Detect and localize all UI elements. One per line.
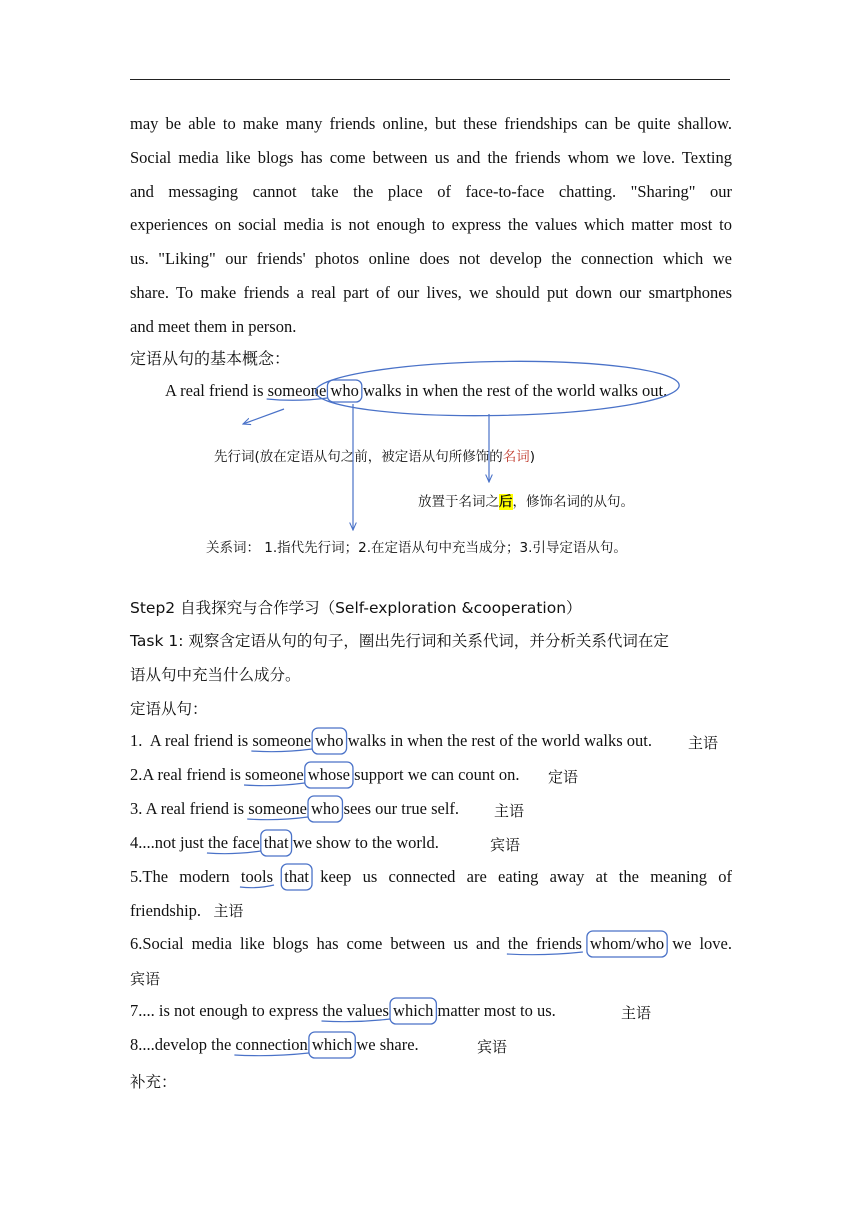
example-sentence bbox=[130, 934, 732, 954]
sentence-text: matter most to us. bbox=[433, 1001, 556, 1020]
grammar-role: 宾语 bbox=[490, 836, 521, 854]
clause-heading: 定语从句： bbox=[130, 700, 208, 718]
antecedent-word: someone bbox=[245, 765, 304, 784]
concept-example-sentence bbox=[165, 381, 667, 401]
note-text: 放置于名词之 bbox=[418, 494, 499, 510]
antecedent-word: someone bbox=[252, 731, 312, 750]
note-text: ，修饰名词的从句。 bbox=[512, 494, 634, 510]
note-highlight: 后 bbox=[499, 494, 513, 510]
sentence-text: 7.... is not enough to express bbox=[130, 1001, 323, 1020]
relative-word: who bbox=[330, 381, 359, 400]
sentence-gap bbox=[273, 867, 284, 886]
task1-line: Task 1: 观察含定语从句的句子，圈出先行词和关系代词，并分析关系代词在定 bbox=[130, 632, 669, 650]
grammar-role: 定语 bbox=[548, 768, 579, 786]
sentence-text: support we can count on. bbox=[349, 765, 520, 784]
relative-word-note: 关系词： 1.指代先行词；2.在定语从句中充当成分；3.引导定语从句。 bbox=[206, 540, 627, 556]
antecedent-word: connection bbox=[235, 1035, 308, 1054]
step2-title-text: Step2 自我探究与合作学习（Self-exploration &cooperation） bbox=[130, 599, 582, 617]
passage-line: and meet them in person. bbox=[130, 316, 297, 336]
sentence-gap bbox=[582, 934, 590, 953]
sentence-text: we love. bbox=[664, 934, 732, 953]
passage-line: experiences on social media is not enough to express the values which matter most to bbox=[130, 215, 732, 235]
example-sentence bbox=[130, 1001, 556, 1021]
relative-pronoun: which bbox=[311, 1035, 353, 1054]
note-red-word: 名词 bbox=[502, 449, 530, 465]
sentence-text: 4....not just bbox=[130, 833, 208, 852]
sentence-text: 2.A real friend is bbox=[130, 765, 246, 784]
example-sentence bbox=[130, 765, 520, 785]
passage-line: us. "Liking" our friends' photos online does not develop the connection which we bbox=[130, 249, 732, 269]
passage-paragraph bbox=[130, 107, 732, 344]
sentence-text: A real friend is bbox=[165, 381, 268, 400]
example-sentence-continuation bbox=[130, 968, 160, 989]
grammar-role: 主语 bbox=[621, 1004, 652, 1022]
position-note bbox=[418, 490, 634, 510]
sentence-text: 3. A real friend is bbox=[130, 799, 249, 818]
relative-pronoun: that bbox=[263, 833, 289, 852]
sentence-text: keep us connected are eating away at the meaning of bbox=[309, 867, 733, 886]
passage-line: share. To make friends a real part of our lives, we should put down our smartphones bbox=[130, 282, 732, 302]
passage-line: Social media like blogs has come between us and the friends whom we love. Texting bbox=[130, 147, 732, 167]
antecedent-word: the values bbox=[322, 1001, 389, 1020]
grammar-role: 宾语 bbox=[130, 970, 161, 988]
sentence-text: we show to the world. bbox=[288, 833, 439, 852]
concept-heading: 定语从句的基本概念： bbox=[130, 349, 291, 368]
example-sentence bbox=[130, 731, 652, 751]
relative-pronoun: which bbox=[393, 1001, 434, 1020]
example-sentence bbox=[130, 867, 732, 887]
sentence-text: we share. bbox=[352, 1035, 419, 1054]
grammar-role: 主语 bbox=[688, 734, 719, 752]
antecedent-word: the face bbox=[207, 833, 260, 852]
example-sentence bbox=[130, 799, 459, 819]
passage-line: and messaging cannot take the place of face-to-face chatting. "Sharing" our bbox=[130, 181, 732, 201]
passage-line: may be able to make many friends online, but these friendships can be quite shallow. bbox=[130, 114, 732, 133]
relative-pronoun: who bbox=[311, 799, 340, 818]
grammar-role: 宾语 bbox=[477, 1038, 508, 1056]
antecedent-word: tools bbox=[240, 867, 274, 886]
sentence-text: sees our true self. bbox=[339, 799, 460, 818]
supplement-heading: 补充： bbox=[130, 1073, 177, 1091]
header-rule bbox=[130, 79, 730, 80]
grammar-role: 主语 bbox=[213, 902, 244, 920]
example-sentence-continuation bbox=[130, 900, 243, 921]
antecedent-note bbox=[214, 445, 535, 465]
note-text: ) bbox=[529, 449, 536, 465]
task1-line: 语从句中充当什么成分。 bbox=[130, 666, 301, 684]
example-sentence bbox=[130, 833, 439, 853]
example-sentence bbox=[130, 1035, 419, 1055]
sentence-text: 6.Social media like blogs has come between us and bbox=[130, 934, 508, 953]
antecedent-arrow bbox=[243, 409, 284, 424]
sentence-text: 1. A real friend is bbox=[130, 731, 253, 750]
grammar-role: 主语 bbox=[494, 802, 525, 820]
relative-pronoun: whose bbox=[307, 765, 350, 784]
relative-pronoun: that bbox=[284, 867, 310, 886]
antecedent-word: someone bbox=[248, 799, 307, 818]
note-text: 先行词(放在定语从句之前，被定语从句所修饰的 bbox=[214, 449, 503, 465]
sentence-text: 5.The modern bbox=[130, 867, 241, 886]
sentence-text: walks in when the rest of the world walks out. bbox=[343, 731, 652, 750]
sentence-text: friendship. bbox=[130, 901, 202, 920]
sentence-text: walks in when the rest of the world walks out. bbox=[358, 381, 668, 400]
step2-title bbox=[130, 596, 582, 618]
sentence-text: 8....develop the bbox=[130, 1035, 236, 1054]
antecedent-word: someone bbox=[267, 381, 327, 400]
relative-pronoun: who bbox=[315, 731, 344, 750]
relative-pronoun: whom/who bbox=[589, 934, 665, 953]
antecedent-word: the friends bbox=[507, 934, 582, 953]
